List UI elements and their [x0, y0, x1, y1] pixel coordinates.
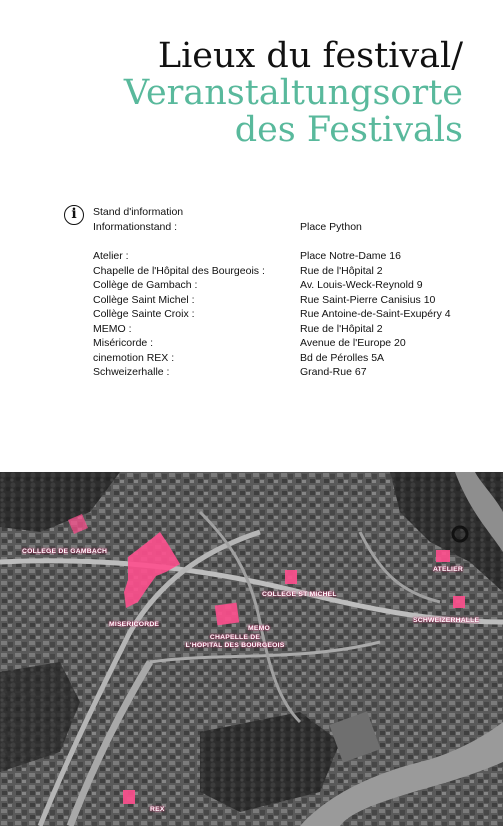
info-stand-label-fr: Stand d'information	[93, 206, 184, 218]
title-line-fr: Lieux du festival/	[157, 36, 463, 76]
venue-address: Av. Louis-Weck-Reynold 9	[300, 279, 423, 291]
list-item	[93, 249, 451, 264]
title-line-de-1: Veranstaltungsorte	[123, 73, 463, 113]
map-label-st-michel: COLLEGE ST MICHEL	[262, 591, 337, 598]
map-label-schweizerhalle: SCHWEIZERHALLE	[413, 617, 480, 624]
venue-address: Rue de l'Hôpital 2	[300, 322, 383, 335]
venue-address: Avenue de l'Europe 20	[300, 337, 406, 349]
venue-name: Collège de Gambach :	[93, 279, 198, 291]
venue-name: MEMO :	[93, 322, 132, 335]
list-item	[93, 351, 451, 366]
map-label-misericorde: MISERICORDE	[109, 621, 160, 628]
venue-name: cinemotion REX :	[93, 351, 175, 364]
venue-name: Schweizerhalle :	[93, 366, 170, 378]
list-item	[93, 307, 451, 322]
venue-name: Miséricorde :	[93, 337, 154, 349]
venue-address: Rue de l'Hôpital 2	[300, 264, 383, 277]
page-title	[124, 38, 463, 149]
list-item	[93, 365, 451, 380]
venue-address: Grand-Rue 67	[300, 366, 367, 378]
map-label-atelier: ATELIER	[433, 566, 463, 573]
list-item	[93, 264, 451, 279]
venue-address: Rue Antoine-de-Saint-Exupéry 4	[300, 308, 451, 320]
map-label-memo: MEMO	[248, 625, 270, 632]
aerial-map[interactable]	[0, 472, 503, 826]
list-item	[93, 322, 451, 337]
map-label-gambach: COLLEGE DE GAMBACH	[22, 548, 108, 555]
title-line-de-2: des Festivals	[234, 110, 463, 150]
venue-name: Atelier :	[93, 250, 129, 262]
venue-list	[93, 205, 451, 380]
info-icon: i	[64, 205, 84, 225]
list-item	[93, 293, 451, 308]
info-stand-row	[93, 220, 451, 235]
map-label-chapelle-line2: L'HOPITAL DES BOURGEOIS	[185, 642, 285, 649]
venue-address: Bd de Pérolles 5A	[300, 351, 385, 364]
info-stand-location: Place Python	[300, 220, 362, 233]
venue-name: Chapelle de l'Hôpital des Bourgeois :	[93, 264, 265, 277]
map-label-chapelle	[180, 634, 290, 650]
info-stand-label-de: Informationstand :	[93, 220, 178, 233]
list-item	[93, 336, 451, 351]
venue-name: Collège Sainte Croix :	[93, 308, 195, 320]
list-item	[93, 278, 451, 293]
map-label-rex: REX	[150, 806, 165, 813]
map-label-chapelle-line1: CHAPELLE DE	[209, 634, 261, 641]
venue-address: Rue Saint-Pierre Canisius 10	[300, 293, 436, 306]
venue-address: Place Notre-Dame 16	[300, 250, 401, 262]
venue-name: Collège Saint Michel :	[93, 293, 195, 306]
